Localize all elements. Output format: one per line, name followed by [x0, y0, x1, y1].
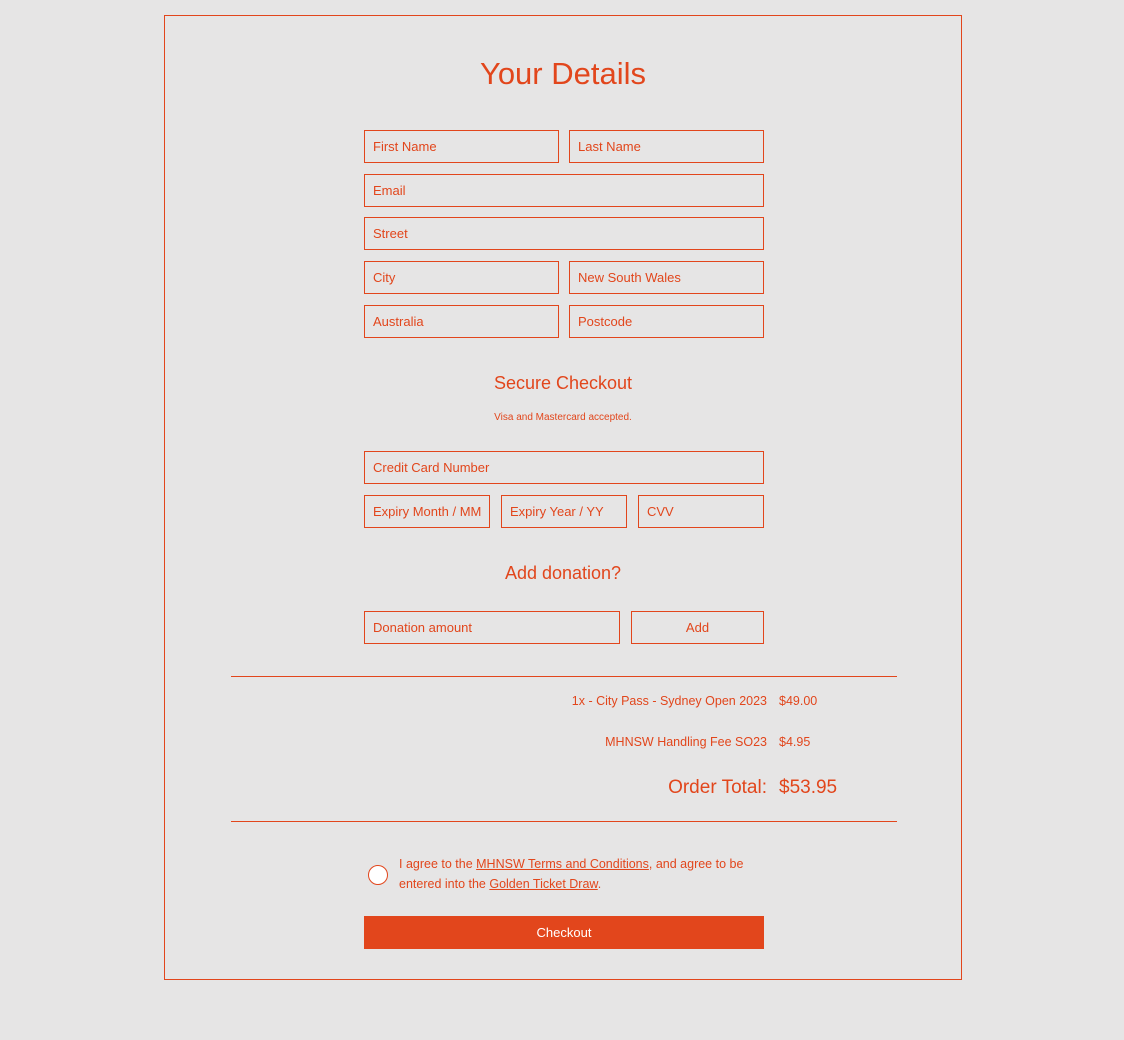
city-field[interactable] [364, 261, 559, 294]
terms-and-conditions-link[interactable]: MHNSW Terms and Conditions [476, 857, 649, 871]
order-total-value: $53.95 [779, 777, 838, 798]
order-item-price: $49.00 [779, 694, 818, 708]
donation-amount-field[interactable] [364, 611, 620, 644]
order-top-divider [231, 676, 897, 677]
agreement-text [399, 854, 769, 894]
last-name-field[interactable] [569, 130, 764, 163]
checkout-panel [164, 15, 962, 980]
credit-card-number-field[interactable] [364, 451, 764, 484]
page-title: Your Details [479, 56, 646, 91]
handling-fee-price: $4.95 [779, 735, 811, 749]
add-donation-button[interactable]: Add [631, 611, 764, 644]
postcode-field[interactable] [569, 305, 764, 338]
cvv-field[interactable] [638, 495, 764, 528]
agreement-text-middle: , and agree to be entered into the [399, 857, 744, 891]
accepted-cards-note: Visa and Mastercard accepted. [494, 412, 632, 423]
handling-fee-label: MHNSW Handling Fee SO23 [605, 735, 767, 749]
expiry-year-field[interactable] [501, 495, 627, 528]
first-name-field[interactable] [364, 130, 559, 163]
checkout-button[interactable]: Checkout [364, 916, 764, 949]
country-field[interactable] [364, 305, 559, 338]
state-field[interactable] [569, 261, 764, 294]
street-field[interactable] [364, 217, 764, 250]
agreement-text-after: . [597, 877, 602, 891]
donation-heading: Add donation? [504, 563, 622, 583]
secure-checkout-heading: Secure Checkout [493, 373, 633, 393]
agree-terms-radio[interactable] [368, 865, 388, 885]
email-field[interactable] [364, 174, 764, 207]
order-total-label: Order Total: [668, 777, 767, 798]
golden-ticket-draw-link[interactable]: Golden Ticket Draw [489, 877, 598, 891]
order-bottom-divider [231, 821, 897, 822]
agreement-text-before: I agree to the [399, 857, 477, 871]
expiry-month-field[interactable] [364, 495, 490, 528]
order-item-label: 1x - City Pass - Sydney Open 2023 [571, 694, 767, 708]
